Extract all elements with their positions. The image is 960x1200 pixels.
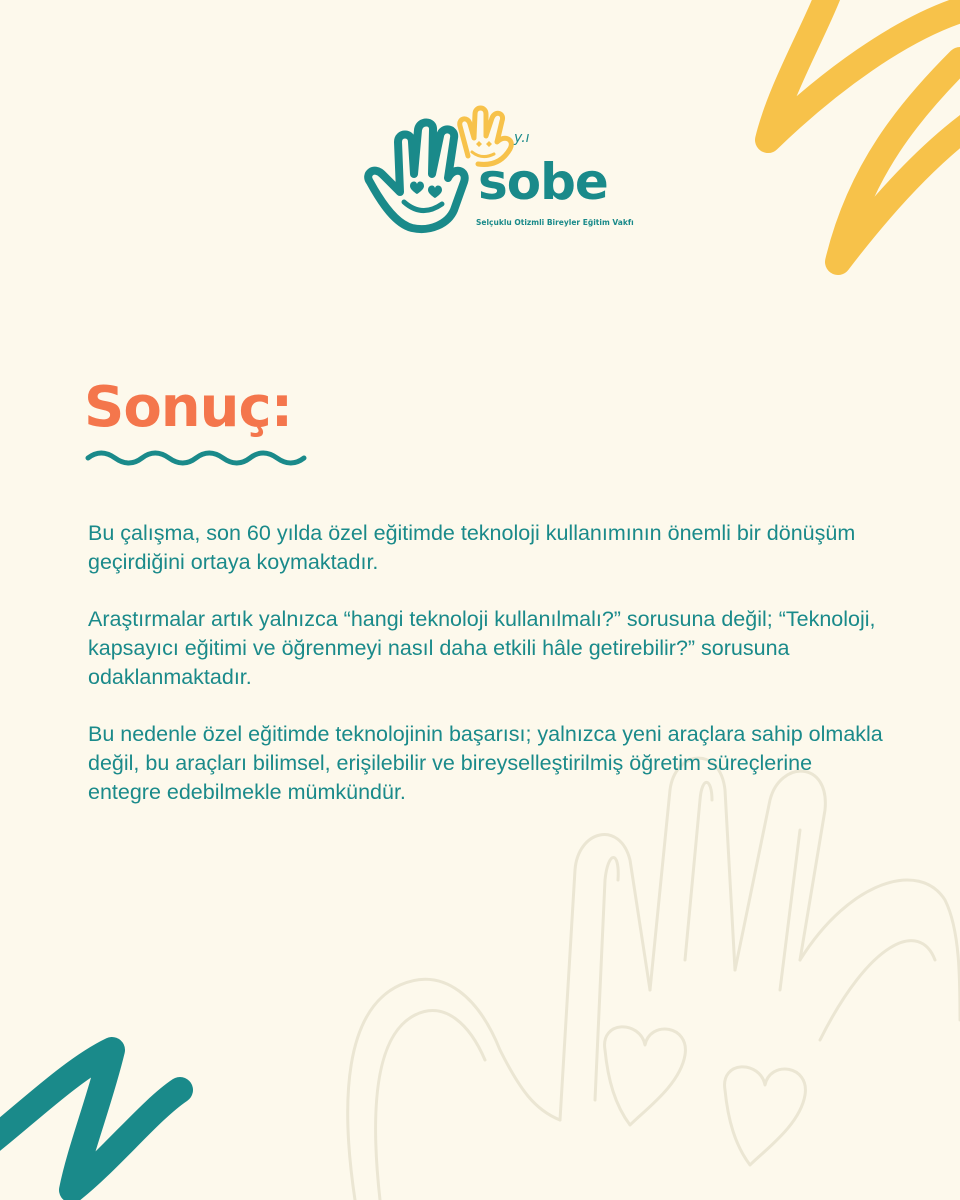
logo-small-mark: y.ı xyxy=(514,130,530,146)
paragraph-3: Bu nedenle özel eğitimde teknolojinin başarısı; yalnızca yeni araçlara sahip olmakla değil, bu araçları bilimsel, erişilebilir ve bireyselleştirilmiş öğretim süreçlerine entegre edebilmekle mümkündür. xyxy=(88,722,883,804)
page-title: Sonuç: xyxy=(84,375,293,440)
paragraph-2: Araştırmalar artık yalnızca “hangi teknoloji kullanılmalı?” sorusuna değil; “Teknoloji, kapsayıcı eğitimi ve öğrenmeyi nasıl daha etkili hâle getirebilir?” sorusuna odaklanmaktadır. xyxy=(88,607,876,689)
logo-wordmark: sobe xyxy=(478,153,608,211)
paragraph-1: Bu çalışma, son 60 yılda özel eğitimde teknoloji kullanımının önemli bir dönüşüm geçirdiğini ortaya koymaktadır. xyxy=(88,521,856,574)
logo-subtitle: Selçuklu Otizmli Bireyler Eğitim Vakfı xyxy=(476,218,634,227)
body-text xyxy=(88,519,888,835)
wave-underline-icon xyxy=(84,446,308,470)
